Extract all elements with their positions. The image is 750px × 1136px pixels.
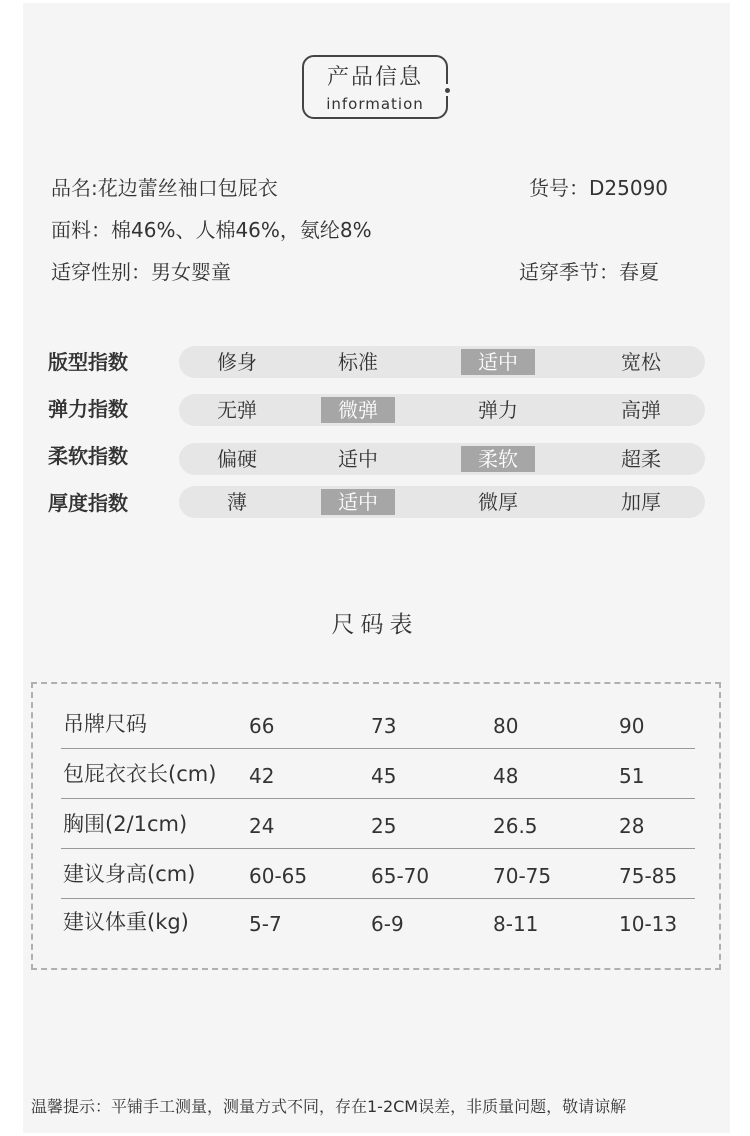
index-track	[179, 443, 705, 475]
index-track	[179, 486, 705, 518]
size-row-label: 包屁衣衣长(cm)	[63, 762, 217, 786]
index-option: 高弹	[621, 398, 661, 422]
size-row-label: 胸围(2/1cm)	[63, 812, 188, 836]
size-value: 25	[371, 814, 397, 838]
product-gender: 适穿性别：男女婴童	[51, 260, 231, 284]
size-row	[61, 798, 695, 849]
section-title-en: information	[326, 95, 424, 113]
size-value: 28	[619, 814, 645, 838]
index-option-selected: 柔软	[461, 446, 535, 472]
product-fabric: 面料：棉46%、人棉46%，氨纶8%	[51, 218, 372, 242]
size-value: 26.5	[493, 814, 538, 838]
index-track	[179, 346, 705, 378]
size-row	[61, 848, 695, 899]
size-value: 60-65	[249, 864, 308, 888]
size-chart-title: 尺码表	[331, 612, 419, 638]
index-option: 修身	[217, 350, 257, 374]
product-name: 品名:花边蕾丝袖口包屁衣	[51, 176, 278, 200]
size-row-label: 建议身高(cm)	[63, 862, 196, 886]
size-value: 65-70	[371, 864, 430, 888]
size-row-label: 建议体重(kg)	[63, 910, 189, 934]
size-value: 80	[493, 714, 519, 738]
size-value: 24	[249, 814, 275, 838]
size-row-label: 吊牌尺码	[63, 712, 147, 736]
size-value: 10-13	[619, 912, 678, 936]
size-value: 90	[619, 714, 645, 738]
index-option: 适中	[338, 447, 378, 471]
index-option: 无弹	[217, 398, 257, 422]
product-code: 货号：D25090	[529, 176, 669, 200]
size-value: 45	[371, 764, 397, 788]
section-title-cn: 产品信息	[326, 65, 423, 90]
size-value: 8-11	[493, 912, 539, 936]
index-option: 弹力	[478, 398, 518, 422]
index-option: 加厚	[621, 490, 661, 514]
index-label: 版型指数	[48, 350, 128, 374]
index-option: 宽松	[621, 350, 661, 374]
index-option: 薄	[227, 490, 247, 514]
size-value: 42	[249, 764, 275, 788]
index-label: 柔软指数	[48, 444, 128, 468]
size-row	[61, 698, 695, 749]
index-option: 标准	[338, 350, 378, 374]
index-label: 厚度指数	[48, 491, 128, 515]
size-value: 48	[493, 764, 519, 788]
size-value: 6-9	[371, 912, 404, 936]
size-row	[61, 748, 695, 799]
index-track	[179, 394, 705, 426]
size-value: 70-75	[493, 864, 552, 888]
index-option-selected: 适中	[321, 489, 395, 515]
size-value: 51	[619, 764, 645, 788]
measurement-tip: 温馨提示：平铺手工测量，测量方式不同，存在1-2CM误差，非质量问题，敬请谅解	[31, 1097, 627, 1116]
size-value: 75-85	[619, 864, 678, 888]
index-label: 弹力指数	[48, 397, 128, 421]
size-value: 66	[249, 714, 275, 738]
size-value: 73	[371, 714, 397, 738]
index-option: 超柔	[621, 447, 661, 471]
product-season: 适穿季节：春夏	[519, 260, 659, 284]
index-option: 微厚	[478, 490, 518, 514]
size-row	[61, 896, 695, 946]
index-option-selected: 微弹	[321, 397, 395, 423]
size-value: 5-7	[249, 912, 282, 936]
index-option-selected: 适中	[461, 349, 535, 375]
index-option: 偏硬	[217, 447, 257, 471]
